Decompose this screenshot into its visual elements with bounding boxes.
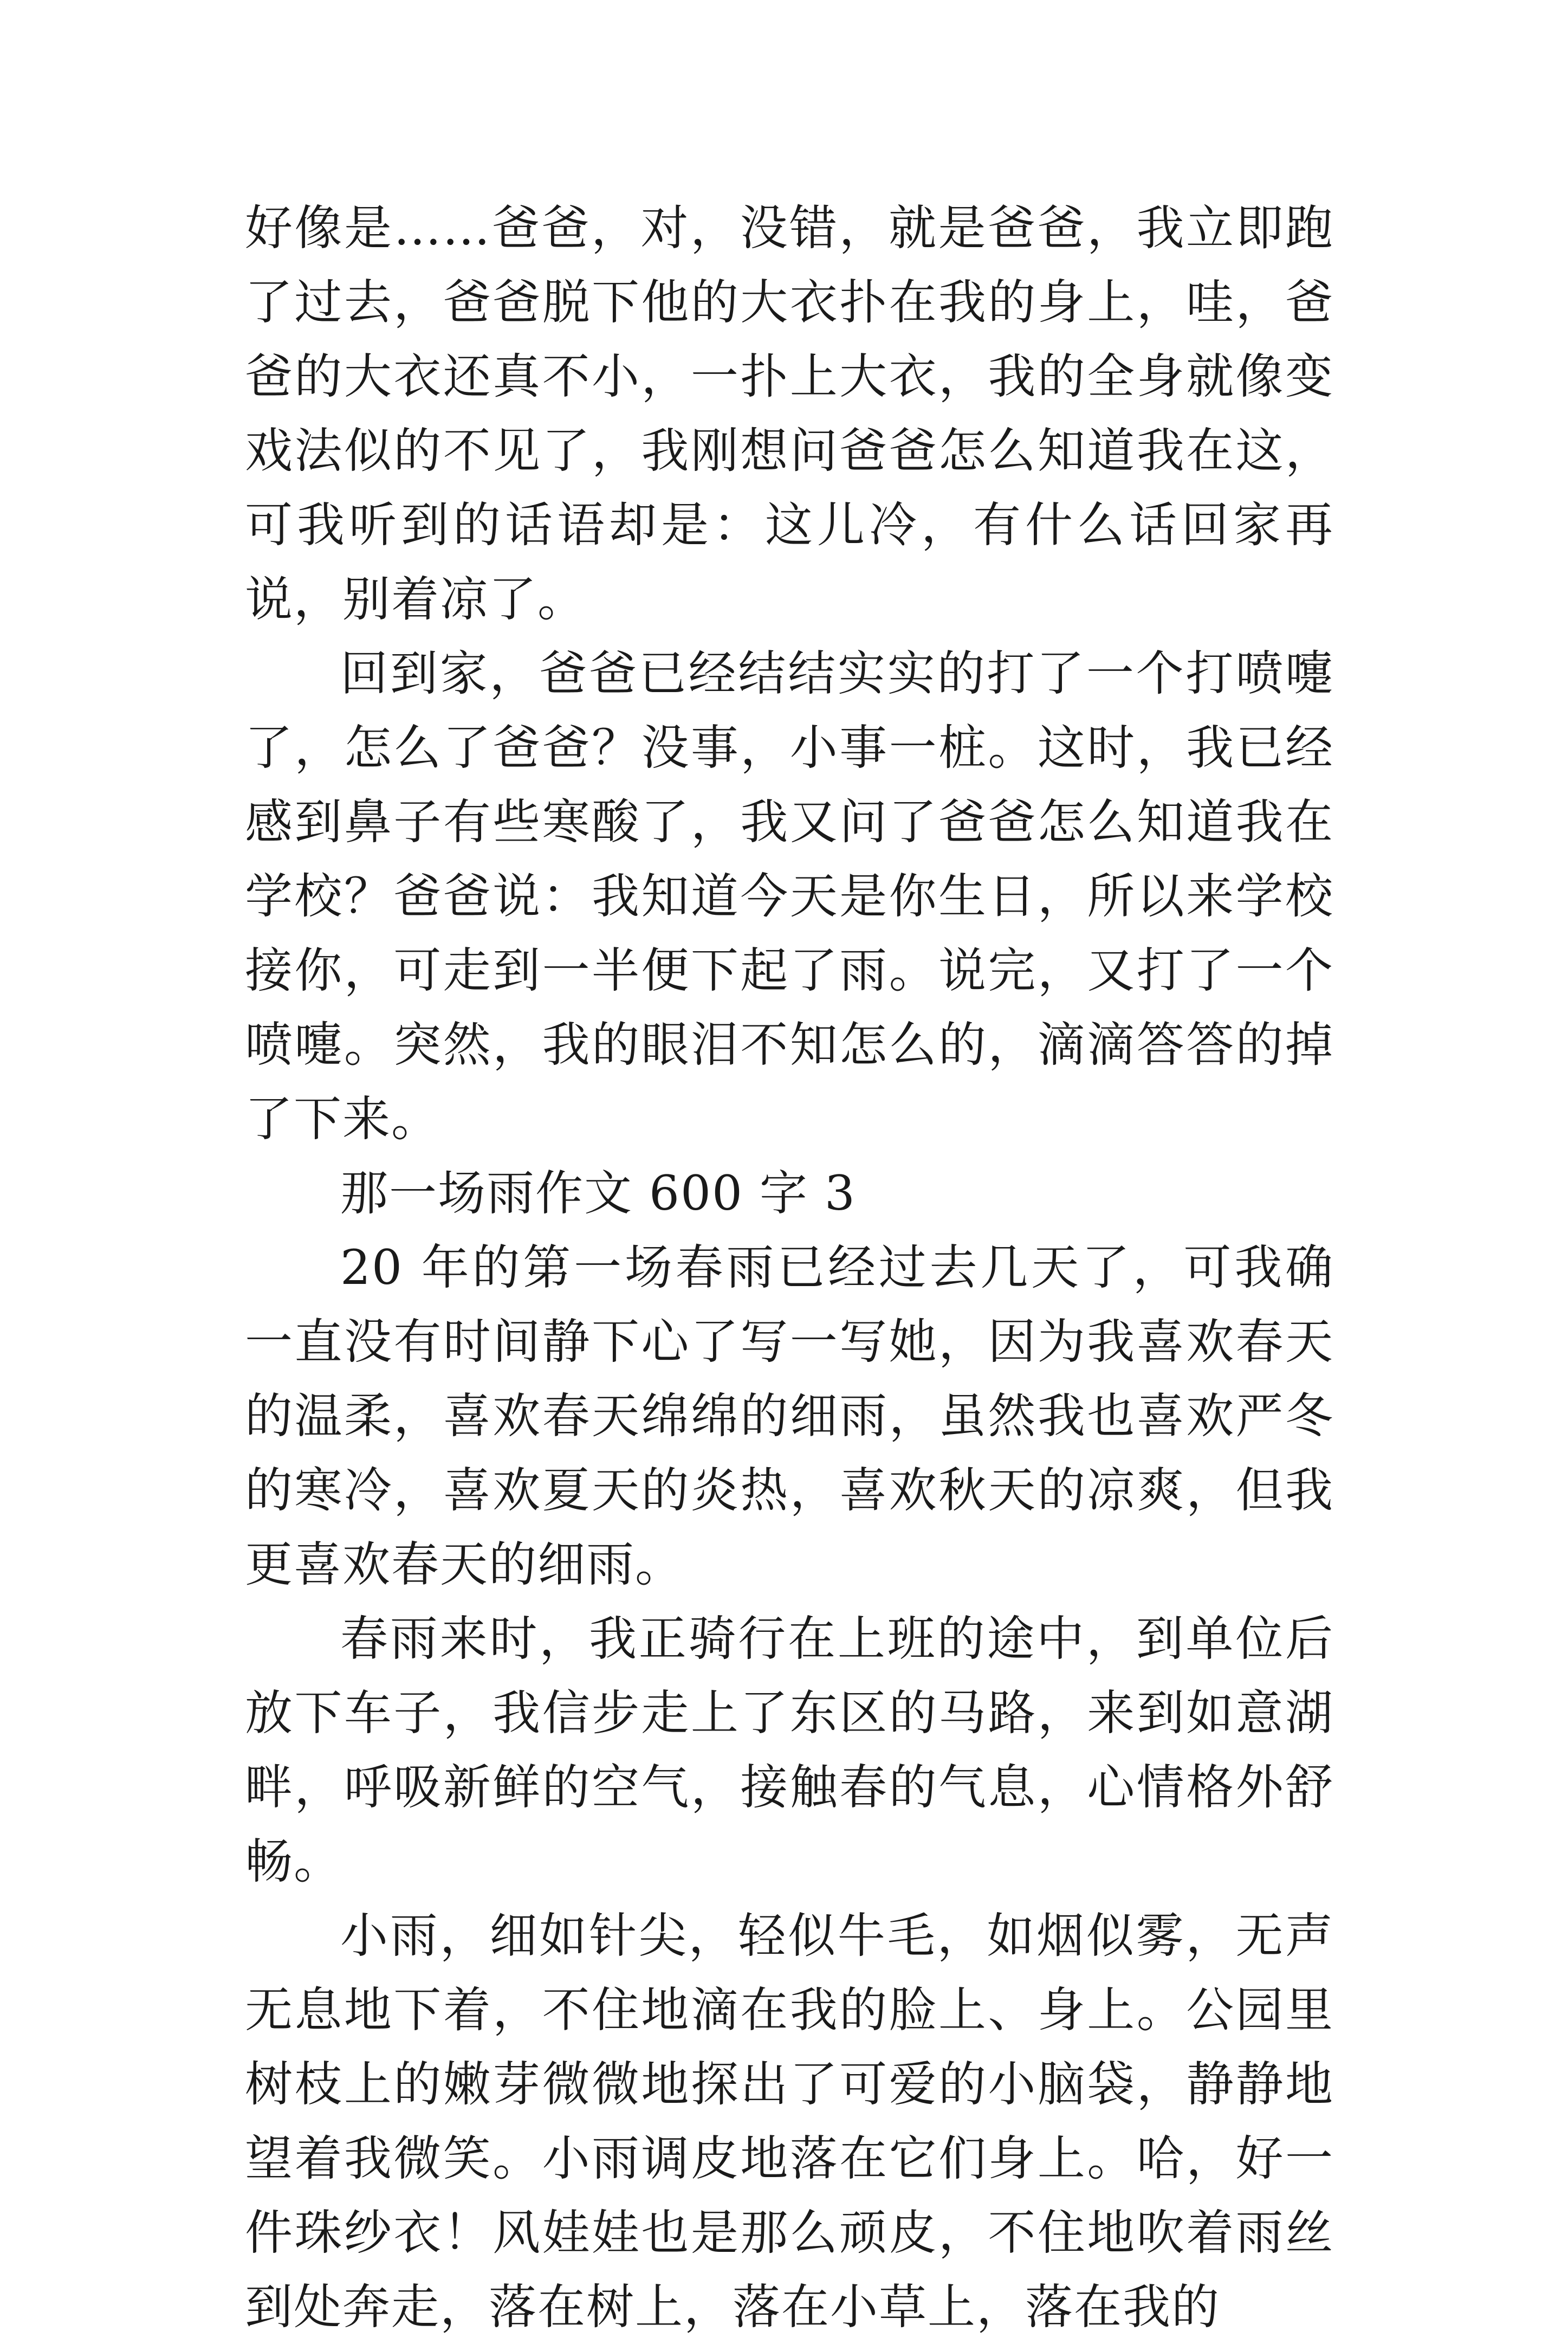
paragraph-4: 春雨来时，我正骑行在上班的途中，到单位后放下车子，我信步走上了东区的马路，来到如意湖畔，呼吸新鲜的空气，接触春的气息，心情格外舒畅。 — [245, 1611, 1334, 1889]
paragraph-3: 20 年的第一场春雨已经过去几天了，可我确一直没有时间静下心了写一写她，因为我喜欢春天的温柔，喜欢春天绵绵的细雨，虽然我也喜欢严冬的寒冷，喜欢夏天的炎热，喜欢秋天的凉爽，但我更喜欢春天的细雨。 — [245, 1239, 1334, 1592]
document-body — [245, 191, 1334, 2344]
paragraph-5: 小雨，细如针尖，轻似牛毛，如烟似雾，无声无息地下着，不住地滴在我的脸上、身上。公园里树枝上的嫩芽微微地探出了可爱的小脑袋，静静地望着我微笑。小雨调皮地落在它们身上。哈，好一件珠纱衣！风娃娃也是那么顽皮，不住地吹着雨丝到处奔走，落在树上，落在小草上，落在我的 — [245, 1908, 1334, 2335]
paragraph-2: 回到家，爸爸已经结结实实的打了一个打喷嚏了，怎么了爸爸？没事，小事一桩。这时，我已经感到鼻子有些寒酸了，我又问了爸爸怎么知道我在学校？爸爸说：我知道今天是你生日，所以来学校接你，可走到一半便下起了雨。说完，又打了一个喷嚏。突然，我的眼泪不知怎么的，滴滴答答的掉了下来。 — [245, 645, 1334, 1147]
paragraph-1: 好像是……爸爸，对，没错，就是爸爸，我立即跑了过去，爸爸脱下他的大衣扑在我的身上，哇，爸爸的大衣还真不小，一扑上大衣，我的全身就像变戏法似的不见了，我刚想问爸爸怎么知道我在这，可我听到的话语却是：这儿冷，有什么话回家再说，别着凉了。 — [245, 200, 1334, 627]
section-title: 那一场雨作文 600 字 3 — [340, 1165, 856, 1221]
